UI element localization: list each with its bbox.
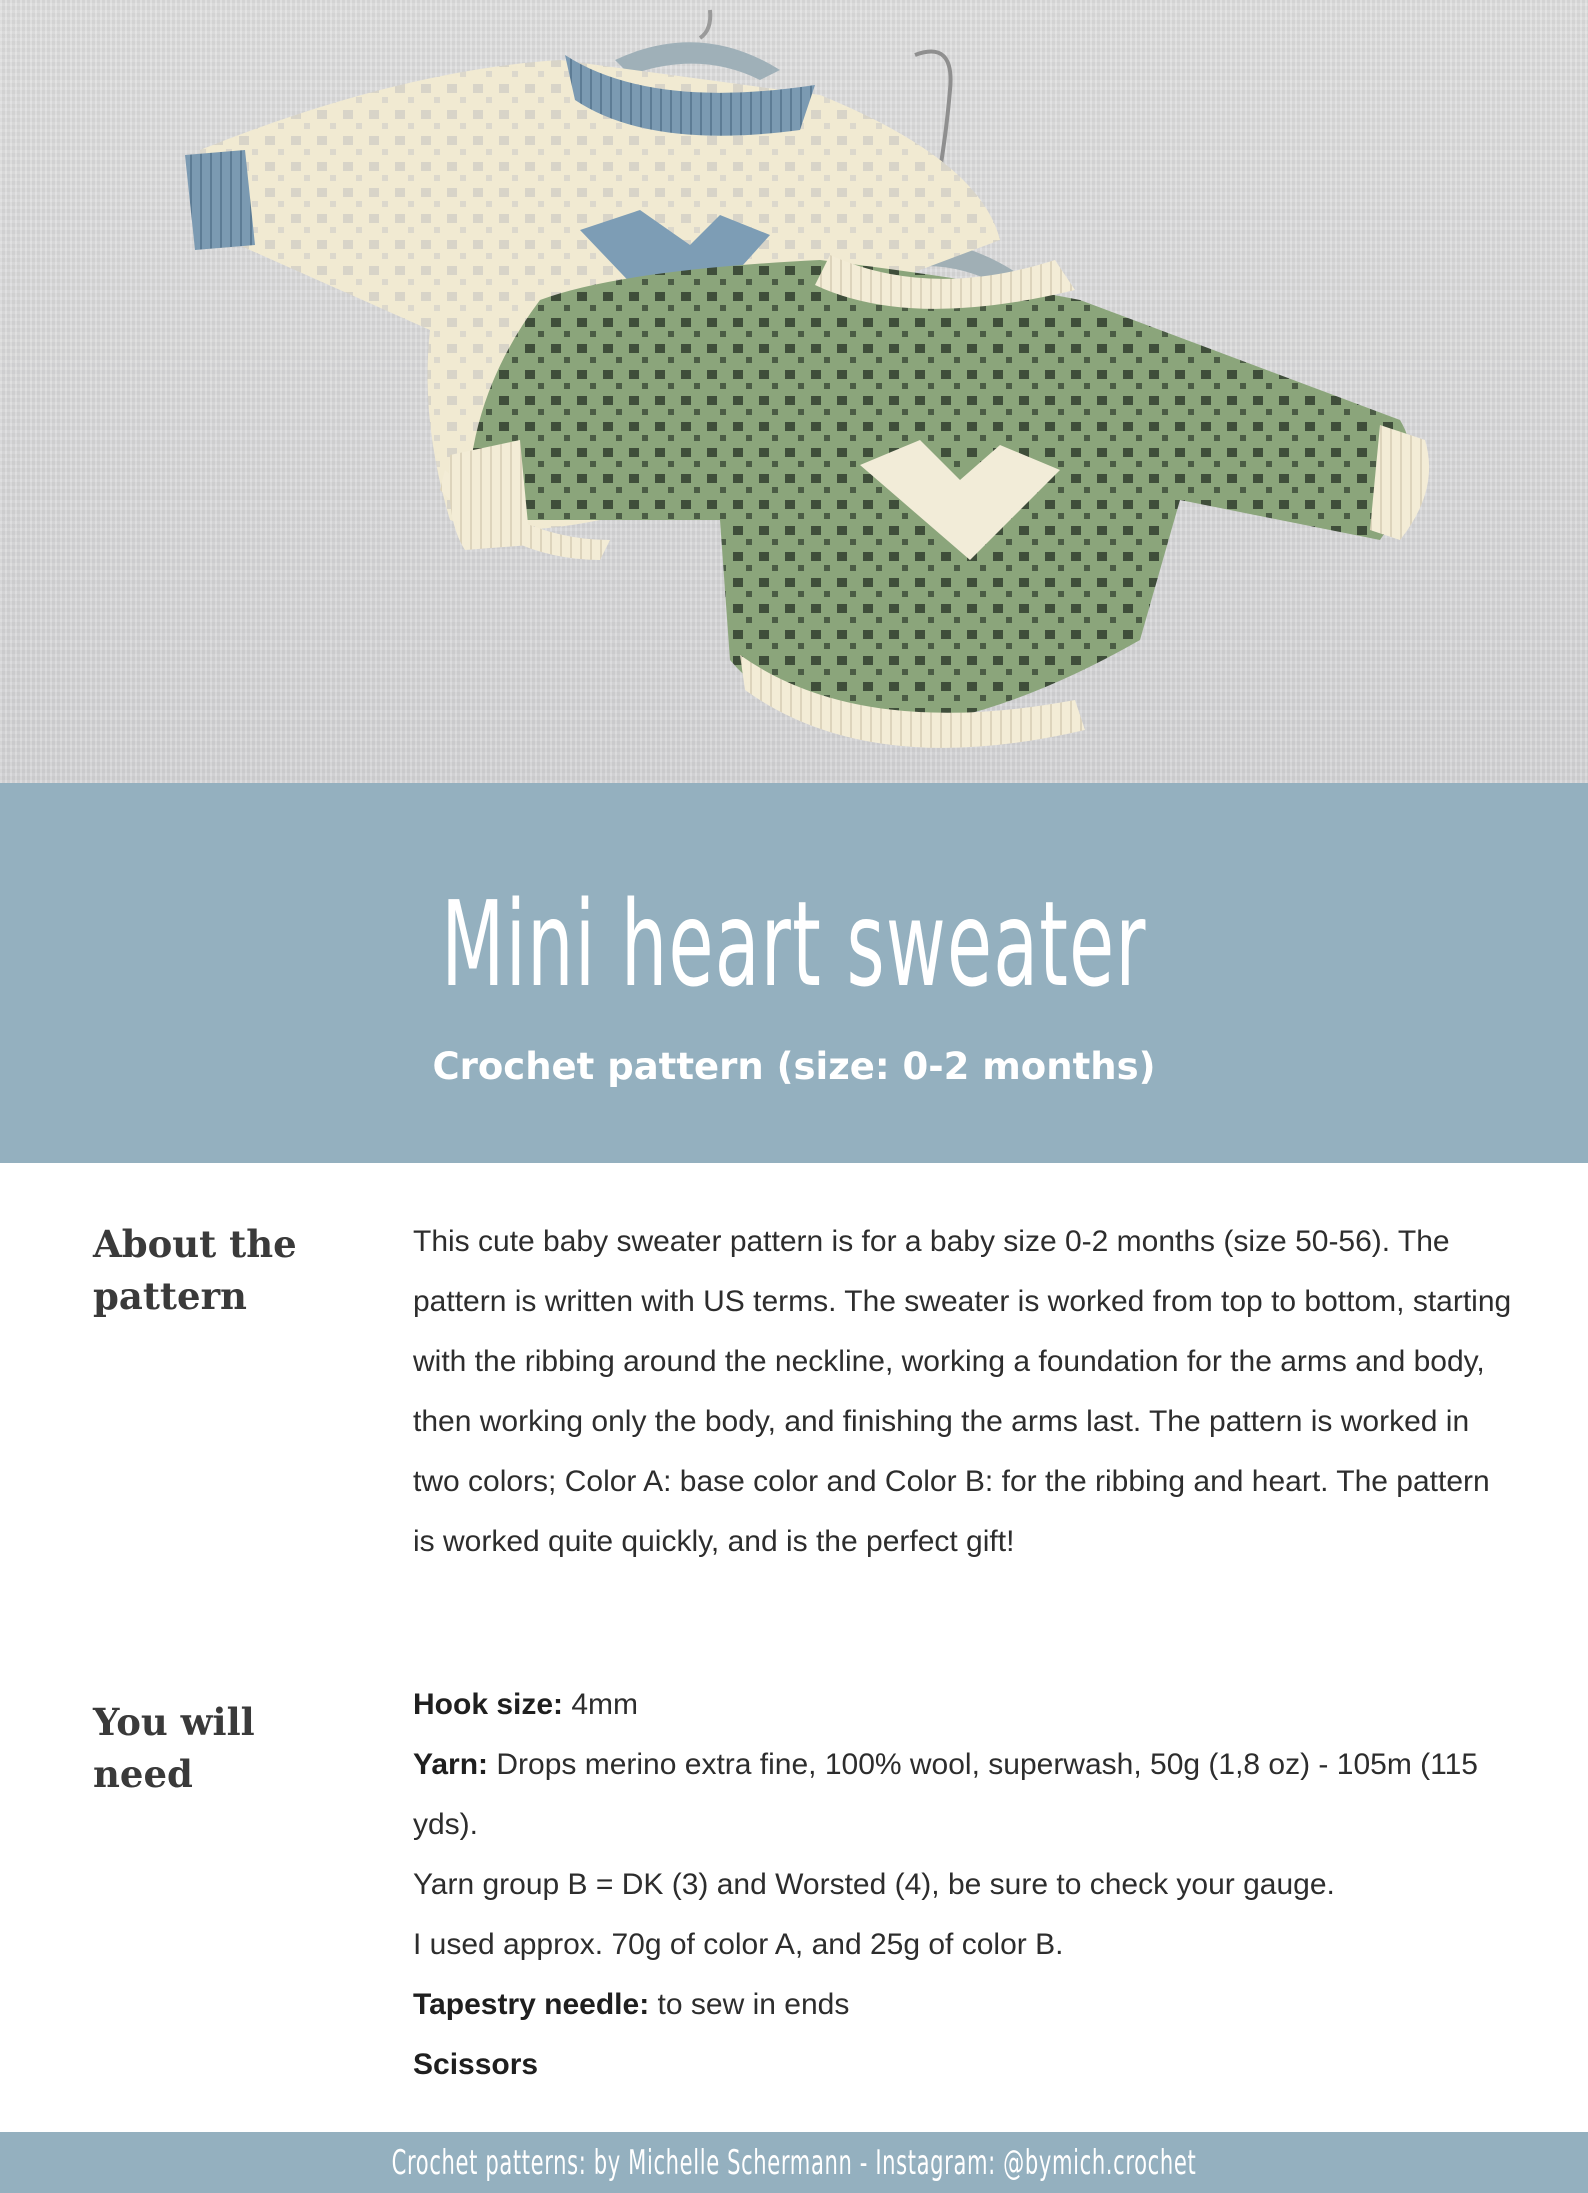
hook-size-item <box>413 1675 1513 1735</box>
scissors-label: Scissors <box>413 2048 539 2081</box>
green-sweater <box>449 255 1429 748</box>
needs-list <box>413 1675 1513 2095</box>
tapestry-needle-label: Tapestry needle: <box>413 1988 650 2021</box>
about-text: This cute baby sweater pattern is for a baby size 0-2 months (size 50-56). The pattern is written with US terms. The sweater is worked from top to bottom, starting with the ribbing around the neckline, working a foundation for the arms and body, then working only the body, and finishing the arms last. The pattern is worked in two colors; Color A: base color and Color B: for the ribbing and heart. The pattern is worked quite quickly, and is the perfect gift! <box>413 1225 1512 1558</box>
title-band <box>0 783 1588 1163</box>
page-title: Mini heart sweater <box>441 875 1147 1013</box>
hook-size-value: 4mm <box>563 1688 639 1721</box>
yarn-group-item: Yarn group B = DK (3) and Worsted (4), be sure to check your gauge. <box>413 1868 1335 1901</box>
footer-bar <box>0 2132 1588 2193</box>
tapestry-needle-item <box>413 1975 1513 2035</box>
about-heading: About the pattern <box>93 1222 297 1318</box>
yarn-item <box>413 1735 1513 1855</box>
page-subtitle: Crochet pattern (size: 0-2 months) <box>432 1045 1156 1088</box>
hero-photo <box>0 0 1588 783</box>
scissors-item <box>413 2035 1513 2095</box>
needs-heading: You will need <box>93 1700 255 1796</box>
footer-credit: Crochet patterns: by Michelle Schermann - Instagram: @bymich.crochet <box>391 2143 1197 2183</box>
yarn-value: Drops merino extra fine, 100% wool, superwash, 50g (1,8 oz) - 105m (115 yds). <box>413 1748 1478 1841</box>
yarn-label: Yarn: <box>413 1748 489 1781</box>
tapestry-needle-value: to sew in ends <box>649 1988 850 2021</box>
sweater-illustration <box>0 0 1588 783</box>
yarn-amount-item: I used approx. 70g of color A, and 25g of color B. <box>413 1928 1064 1961</box>
hanger-back <box>615 10 780 80</box>
hook-size-label: Hook size: <box>413 1688 564 1721</box>
